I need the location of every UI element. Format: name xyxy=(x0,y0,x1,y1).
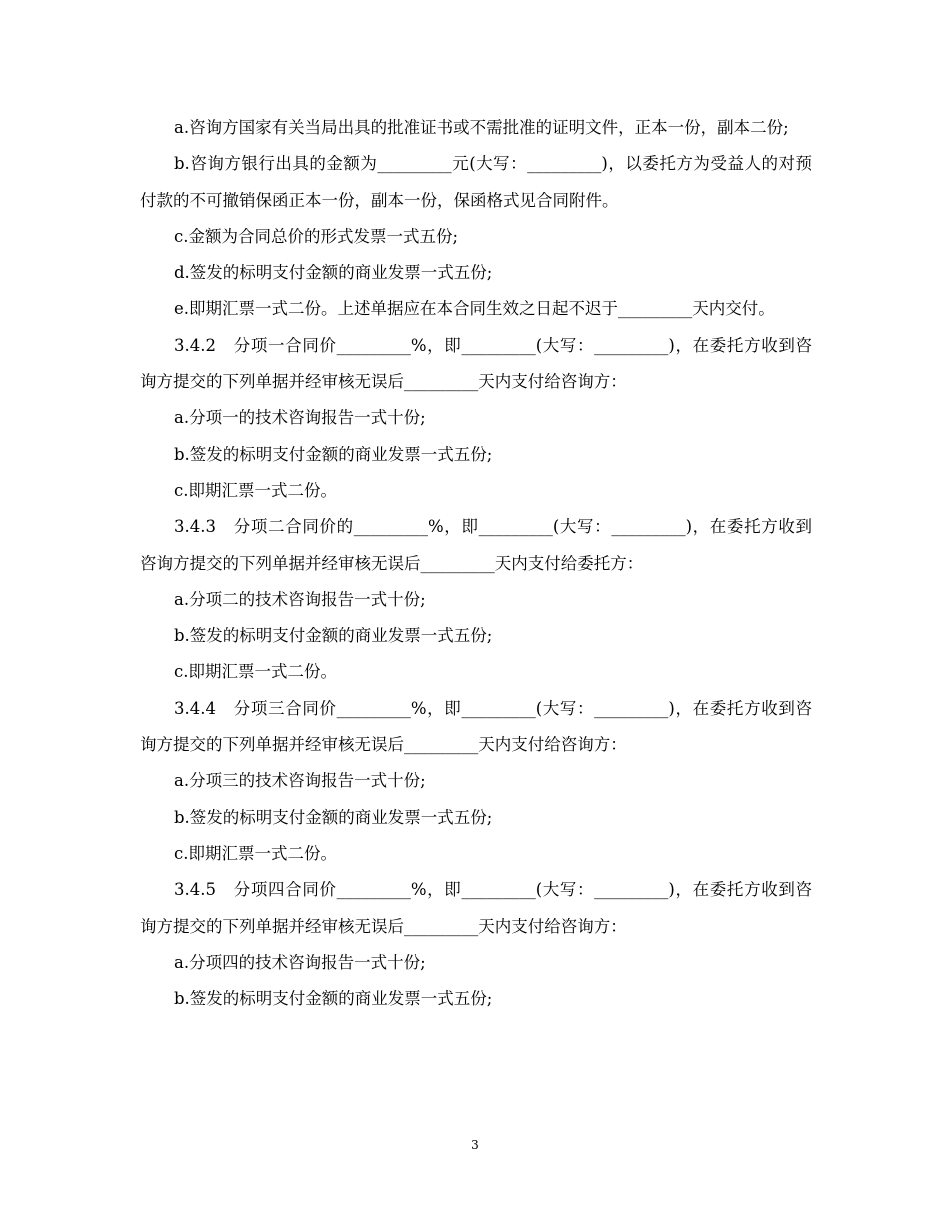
clause-3-4-5: 3.4.5 分项四合同价_________%，即_________(大写：_________)，在委托方收到咨询方提交的下列单据并经审核无误后_________天内支付给咨询方： xyxy=(140,880,812,936)
paragraph: c.即期汇票一式二份。 xyxy=(174,480,337,500)
paragraph: b.签发的标明支付金额的商业发票一式五份; xyxy=(174,989,493,1009)
paragraph: e.即期汇票一式二份。上述单据应在本合同生效之日起不迟于_________天内交付。 xyxy=(174,299,775,319)
clause-3-4-3: 3.4.3 分项二合同价的_________%，即_________(大写：_________)，在委托方收到咨询方提交的下列单据并经审核无误后_________天内支付给委托方： xyxy=(140,517,812,573)
paragraph: c.金额为合同总价的形式发票一式五份; xyxy=(174,226,459,246)
paragraph: b.咨询方银行出具的金额为_________元(大写：_________)，以委托方为受益人的对预付款的不可撤销保函正本一份，副本一份，保函格式见合同附件。 xyxy=(140,154,812,210)
paragraph: a.分项三的技术咨询报告一式十份; xyxy=(174,771,426,791)
paragraph: a.分项二的技术咨询报告一式十份; xyxy=(174,589,426,609)
paragraph: d.签发的标明支付金额的商业发票一式五份; xyxy=(174,263,493,283)
clause-3-4-2: 3.4.2 分项一合同价_________%，即_________(大写：_________)，在委托方收到咨询方提交的下列单据并经审核无误后_________天内支付给咨询方： xyxy=(140,335,812,392)
paragraph: a.分项一的技术咨询报告一式十份; xyxy=(174,408,426,428)
paragraph: b.签发的标明支付金额的商业发票一式五份; xyxy=(174,807,493,827)
paragraph: c.即期汇票一式二份。 xyxy=(174,843,337,863)
document-body xyxy=(140,110,812,1017)
paragraph: a.咨询方国家有关当局出具的批准证书或不需批准的证明文件，正本一份，副本二份; xyxy=(174,118,789,137)
page-number: 3 xyxy=(471,1138,479,1152)
paragraph: a.分项四的技术咨询报告一式十份; xyxy=(174,952,426,972)
clause-3-4-4: 3.4.4 分项三合同价_________%，即_________(大写：_________)，在委托方收到咨询方提交的下列单据并经审核无误后_________天内支付给咨询方： xyxy=(140,698,812,755)
paragraph: b.签发的标明支付金额的商业发票一式五份; xyxy=(174,444,493,464)
paragraph: b.签发的标明支付金额的商业发票一式五份; xyxy=(174,626,493,646)
paragraph: c.即期汇票一式二份。 xyxy=(174,662,337,682)
